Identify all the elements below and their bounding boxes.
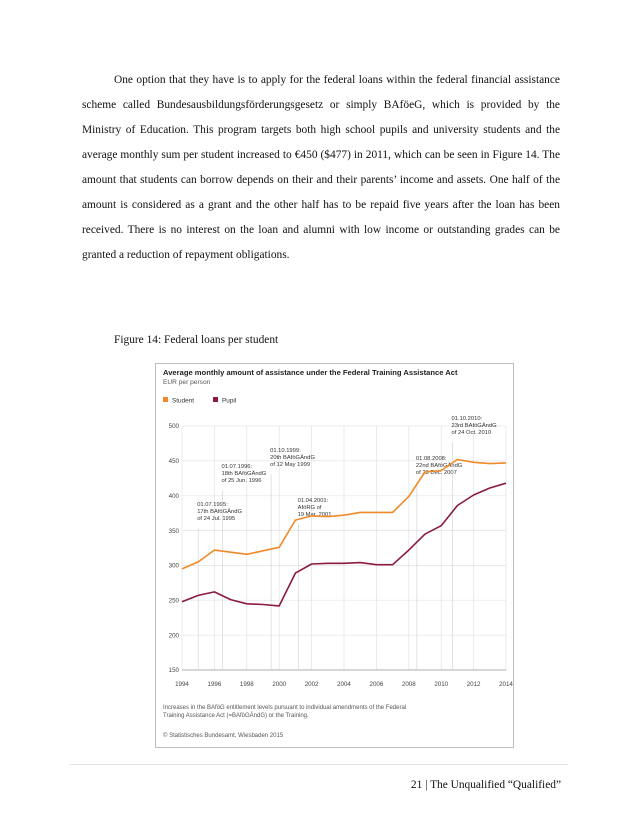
page-footer <box>411 779 561 791</box>
annotation-text: 01.10.2010: <box>451 416 483 422</box>
y-tick-label: 250 <box>168 597 179 605</box>
footer-rule <box>70 764 568 765</box>
x-tick-label: 2012 <box>466 681 481 688</box>
line-chart <box>156 364 513 747</box>
footer-separator: | <box>425 779 428 791</box>
annotation-text: AföRG of <box>297 505 322 511</box>
footer-title: The Unqualified “Qualified” <box>430 779 561 791</box>
annotation-text: of 24 Jul. 1995 <box>197 516 236 522</box>
x-tick-label: 2000 <box>272 681 287 688</box>
annotation-text: of 23 Dec. 2007 <box>415 470 457 476</box>
y-tick-label: 400 <box>168 492 179 500</box>
y-tick-label: 350 <box>168 527 179 535</box>
annotation-text: of 12 May 1999 <box>270 462 311 468</box>
chart-note: Increases in the BAföG entitlement levels pursuant to individual amendments of the Federal <box>163 705 407 711</box>
annotation-text: 20th BAföGÄndG <box>270 455 315 461</box>
x-tick-label: 2014 <box>499 681 513 688</box>
annotation-text: of 25 Jun. 1996 <box>221 478 262 484</box>
legend-label-pupil: Pupil <box>222 397 237 405</box>
chart-title: Average monthly amount of assistance under the Federal Training Assistance Act <box>163 368 458 377</box>
x-tick-label: 2002 <box>304 681 319 688</box>
x-tick-label: 1994 <box>175 681 189 688</box>
figure-caption: Figure 14: Federal loans per student <box>114 334 279 346</box>
annotation-text: 01.07.1996: <box>221 464 253 470</box>
legend-swatch-pupil <box>213 397 218 402</box>
annotation-text: of 24 Oct. 2010 <box>451 430 492 436</box>
y-tick-label: 500 <box>168 423 179 431</box>
x-tick-label: 2006 <box>369 681 384 688</box>
x-tick-label: 2004 <box>337 681 351 688</box>
x-tick-label: 1996 <box>207 681 222 688</box>
annotation-text: 22nd BAföGÄndG <box>415 463 463 469</box>
annotation-text: 18th BAföGÄndG <box>221 471 267 477</box>
chart-source: © Statistisches Bundesamt, Wiesbaden 2015 <box>163 733 284 739</box>
annotation-text: 01.10.1999: <box>270 448 301 454</box>
annotation-text: 01.08.2008: <box>415 456 447 462</box>
annotation-text: 19 Mar. 2001 <box>297 512 332 518</box>
chart-figure <box>155 363 514 748</box>
page-number: 21 <box>410 779 423 791</box>
legend-label-student: Student <box>172 397 195 405</box>
paragraph-text: One option that they have is to apply for the federal loans within the federal financial assistance scheme called Bundesausbildungsförderungsgesetz or simply BAföeG, which is provided by the Ministry of Education. This program targets both high school pupils and university students and the average monthly sum per student increased to €450 ($477) in 2011, which can be seen in Figure 14. The amount that students can borrow depends on their and their parents’ income and assets. One half of the amount is considered as a grant and the other half has to be repaid five years after the loan has been received. There is no interest on the loan and alumni with low income or outstanding grades can be granted a reduction of repayment obligations. <box>82 74 560 261</box>
chart-subtitle: EUR per person <box>163 379 211 386</box>
annotation-text: 23rd BAföGÄndG <box>451 423 497 429</box>
y-tick-label: 300 <box>168 562 179 570</box>
annotation-text: 17th BAföGÄndG <box>197 509 242 515</box>
x-tick-label: 1998 <box>239 681 254 688</box>
body-paragraph <box>82 68 560 268</box>
y-tick-label: 200 <box>168 632 179 640</box>
annotation-text: 01.07.1995: <box>197 502 228 508</box>
annotation-text: 01.04.2001: <box>297 498 329 504</box>
x-tick-label: 2010 <box>434 681 449 688</box>
y-tick-label: 450 <box>168 458 179 466</box>
legend-swatch-student <box>163 397 168 402</box>
y-tick-label: 150 <box>168 667 179 675</box>
x-tick-label: 2008 <box>401 681 416 688</box>
chart-note: Training Assistance Act (=BAföGÄndG) or the Training. <box>163 713 309 719</box>
